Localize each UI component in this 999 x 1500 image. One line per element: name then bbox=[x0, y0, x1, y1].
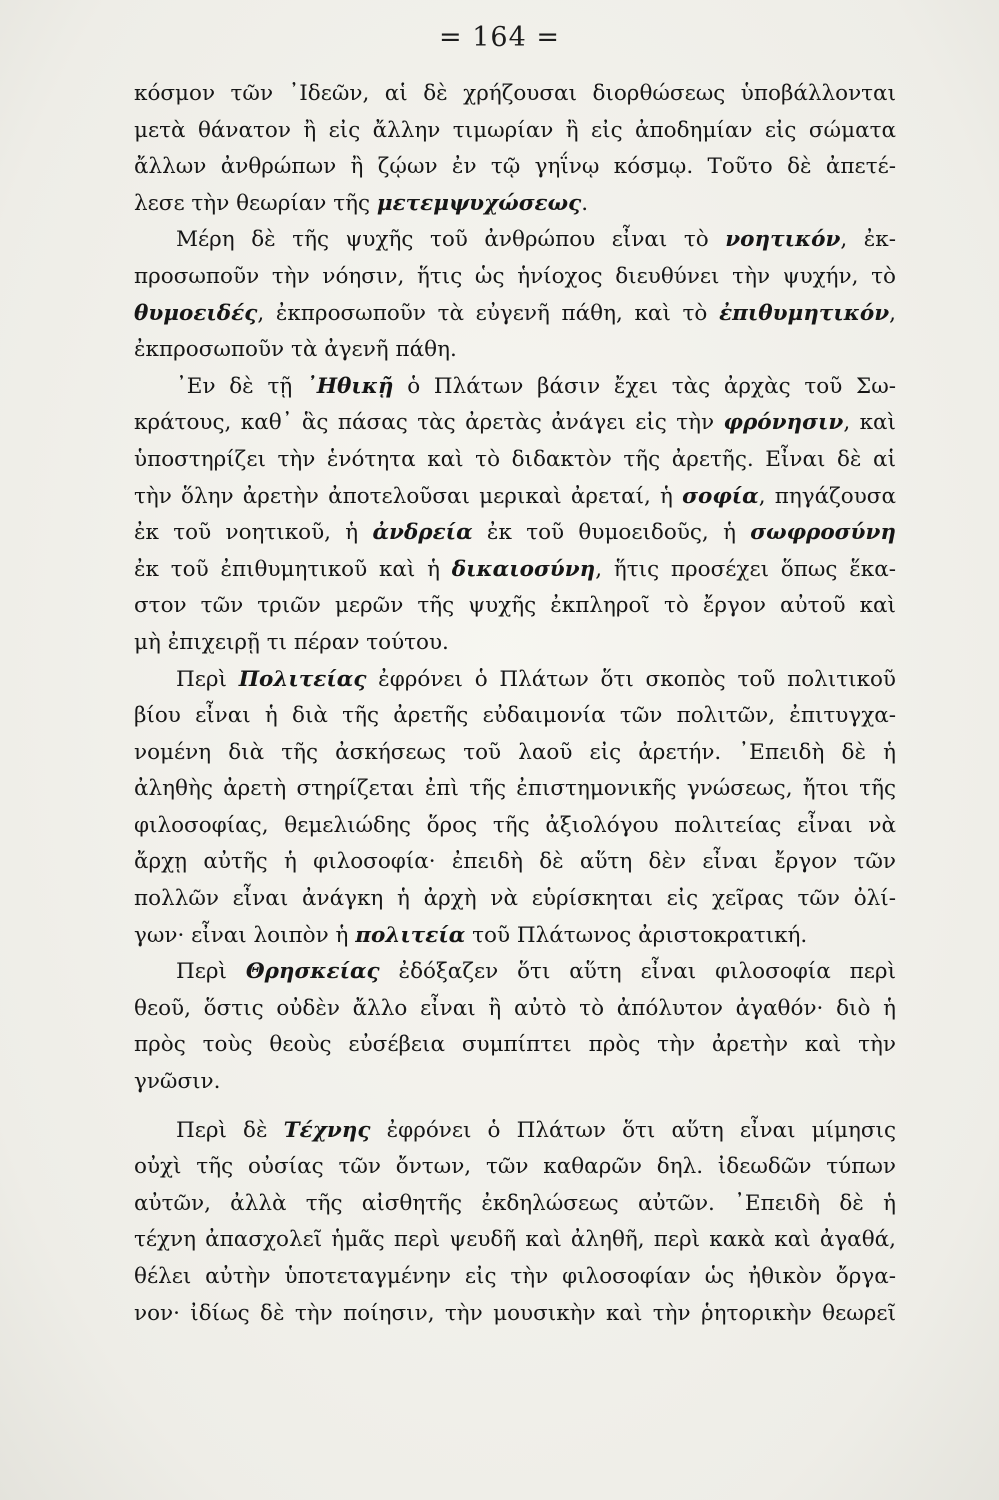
text-run: μετὰ θάνατον ἢ εἰς ἄλλην τιμωρίαν ἢ εἰς ἀποδημίαν εἰς σώματα bbox=[134, 117, 896, 143]
emphasized-term: νοητικόν bbox=[725, 227, 841, 253]
text-run: ἄρχῃ αὐτῆς ἡ φιλοσοφία· ἐπειδὴ δὲ αὕτη δὲν εἶναι ἔργον τῶν bbox=[134, 849, 896, 875]
text-run: ὑποστηρίζει τὴν ἑνότητα καὶ τὸ διδακτὸν τῆς ἀρετῆς. Εἶναι δὲ αἱ bbox=[134, 446, 896, 472]
emphasized-term: μετεμψυχώσεως bbox=[376, 190, 582, 216]
text-run: προσωποῦν τὴν νόησιν, ἥτις ὡς ἡνίοχος διευθύνει τὴν ψυχήν, τὸ bbox=[134, 263, 896, 289]
text-line bbox=[134, 771, 896, 808]
text-run: Περὶ bbox=[176, 666, 239, 692]
text-run: στον τῶν τριῶν μερῶν τῆς ψυχῆς ἐκπληροῖ τὸ ἔργον αὐτοῦ καὶ bbox=[134, 593, 896, 619]
text-run: φιλοσοφίας, θεμελιώδης ὅρος τῆς ἀξιολόγου πολιτείας εἶναι νὰ bbox=[134, 812, 896, 838]
text-run: ὁ Πλάτων βάσιν ἔχει τὰς ἀρχὰς τοῦ Σω- bbox=[393, 373, 896, 399]
emphasized-term: Πολιτείας bbox=[238, 666, 367, 692]
text-line bbox=[134, 259, 896, 296]
text-line bbox=[134, 1149, 896, 1186]
text-line bbox=[134, 479, 896, 516]
text-run: ᾿Εν δὲ τῇ bbox=[176, 373, 306, 399]
text-run: ἐκπροσωποῦν τὰ ἀγενῆ πάθη. bbox=[134, 337, 457, 363]
text-run: θέλει αὐτὴν ὑποτεταγμένην εἰς τὴν φιλοσοφίαν ὡς ἠθικὸν ὄργα- bbox=[134, 1264, 896, 1289]
emphasized-term: ᾿Ηθικῇ bbox=[305, 373, 394, 399]
text-line bbox=[134, 808, 896, 845]
text-line bbox=[134, 296, 896, 333]
text-run: Περὶ bbox=[176, 959, 246, 985]
text-run: νον· ἰδίως δὲ τὴν ποίησιν, τὴν μουσικὴν καὶ τὴν ῥητορικὴν θεωρεῖ bbox=[134, 1300, 896, 1326]
text-line bbox=[134, 991, 896, 1028]
text-run: ἐδόξαζεν ὅτι αὕτη εἶναι φιλοσοφία περὶ bbox=[379, 959, 896, 985]
emphasized-term: σοφία bbox=[682, 483, 759, 509]
text-line bbox=[134, 588, 896, 625]
text-run: , ἐκπροσωποῦν τὰ εὐγενῆ πάθη, καὶ τὸ bbox=[257, 300, 720, 326]
text-line bbox=[134, 1186, 896, 1223]
text-line bbox=[134, 222, 896, 259]
paragraph-gap bbox=[134, 1101, 896, 1113]
page-number: = 164 = bbox=[439, 22, 560, 53]
emphasized-term: φρόνησιν bbox=[723, 410, 844, 436]
text-run: πολλῶν εἶναι ἀνάγκη ἡ ἀρχὴ νὰ εὑρίσκηται εἰς χεῖρας τῶν ὀλί- bbox=[134, 886, 896, 912]
text-line bbox=[134, 954, 896, 991]
emphasized-term: δικαιοσύνη bbox=[451, 556, 596, 582]
text-line bbox=[134, 1113, 896, 1150]
text-run: ἐκ τοῦ ἐπιθυμητικοῦ καὶ ἡ bbox=[134, 556, 452, 582]
text-line bbox=[134, 844, 896, 881]
text-line bbox=[134, 662, 896, 699]
text-run: ἄλλων ἀνθρώπων ἢ ζῴων ἐν τῷ γηΐνῳ κόσμῳ. Τοῦτο δὲ ἀπετέ- bbox=[134, 154, 896, 180]
emphasized-term: ἀνδρεία bbox=[372, 520, 473, 546]
text-run: ἐφρόνει ὁ Πλάτων ὅτι αὕτη εἶναι μίμησις bbox=[370, 1117, 896, 1143]
text-run: οὐχὶ τῆς οὐσίας τῶν ὄντων, τῶν καθαρῶν δηλ. ἰδεωδῶν τύπων bbox=[134, 1154, 896, 1180]
emphasized-term: ἐπιθυμητικόν bbox=[719, 300, 890, 326]
text-run: , πηγάζουσα bbox=[758, 483, 896, 509]
text-run: γων· εἶναι λοιπὸν ἡ bbox=[134, 922, 356, 948]
text-line bbox=[134, 735, 896, 772]
text-run: γνῶσιν. bbox=[134, 1069, 221, 1095]
text-line bbox=[134, 1027, 896, 1064]
text-run: τέχνη ἀπασχολεῖ ἡμᾶς περὶ ψευδῆ καὶ ἀληθῆ, περὶ κακὰ καὶ ἀγαθά, bbox=[134, 1227, 896, 1253]
text-run: θεοῦ, ὅστις οὐδὲν ἄλλο εἶναι ἢ αὐτὸ τὸ ἀπόλυτον ἀγαθόν· διὸ ἡ bbox=[134, 995, 896, 1021]
text-line bbox=[134, 113, 896, 150]
text-line bbox=[134, 369, 896, 406]
emphasized-term: θυμοειδές bbox=[134, 300, 258, 326]
text-run: βίου εἶναι ἡ διὰ τῆς ἀρετῆς εὐδαιμονία τῶν πολιτῶν, ἐπιτυγχα- bbox=[134, 703, 896, 729]
text-line bbox=[134, 149, 896, 186]
emphasized-term: Τέχνης bbox=[283, 1117, 371, 1143]
text-run: , bbox=[889, 300, 896, 326]
text-run: ἐφρόνει ὁ Πλάτων ὅτι σκοπὸς τοῦ πολιτικοῦ bbox=[366, 666, 896, 692]
text-line bbox=[134, 332, 896, 369]
body-text bbox=[134, 76, 896, 1332]
text-line bbox=[134, 515, 896, 552]
text-run: ἀληθὴς ἀρετὴ στηρίζεται ἐπὶ τῆς ἐπιστημονικῆς γνώσεως, ἤτοι τῆς bbox=[134, 776, 896, 802]
text-run: αὐτῶν, ἀλλὰ τῆς αἰσθητῆς ἐκδηλώσεως αὐτῶν. ᾿Επειδὴ δὲ ἡ bbox=[134, 1190, 896, 1216]
text-run: τὴν ὅλην ἀρετὴν ἀποτελοῦσαι μερικαὶ ἀρεταί, ἡ bbox=[134, 483, 683, 509]
text-run: τοῦ Πλάτωνος ἀριστοκρατική. bbox=[465, 922, 808, 948]
text-line bbox=[134, 442, 896, 479]
text-run: λεσε τὴν θεωρίαν τῆς bbox=[134, 190, 377, 216]
text-run: , καὶ bbox=[843, 410, 896, 436]
text-run: πρὸς τοὺς θεοὺς εὐσέβεια συμπίπτει πρὸς τὴν ἀρετὴν καὶ τὴν bbox=[134, 1032, 896, 1058]
text-run: Περὶ δὲ bbox=[176, 1117, 284, 1143]
text-line bbox=[134, 76, 896, 113]
text-run: . bbox=[581, 190, 589, 216]
text-line bbox=[134, 552, 896, 589]
text-line bbox=[134, 1296, 896, 1333]
text-line bbox=[134, 1259, 896, 1296]
text-line bbox=[134, 881, 896, 918]
text-run: ἐκ τοῦ θυμοειδοῦς, ἡ bbox=[472, 520, 751, 546]
text-run: Μέρη δὲ τῆς ψυχῆς τοῦ ἀνθρώπου εἶναι τὸ bbox=[176, 227, 726, 253]
text-line bbox=[134, 625, 896, 662]
text-line bbox=[134, 1222, 896, 1259]
emphasized-term: Θρησκείας bbox=[245, 959, 380, 985]
text-line bbox=[134, 405, 896, 442]
text-run: , ἐκ- bbox=[840, 227, 896, 253]
text-run: κράτους, καθ᾿ ἃς πάσας τὰς ἀρετὰς ἀνάγει εἰς τὴν bbox=[134, 410, 724, 436]
text-run: κόσμον τῶν ᾿Ιδεῶν, αἱ δὲ χρήζουσαι διορθώσεως ὑποβάλλονται bbox=[134, 81, 896, 106]
emphasized-term: πολιτεία bbox=[355, 922, 466, 948]
text-run: ἐκ τοῦ νοητικοῦ, ἡ bbox=[134, 520, 373, 546]
text-run: , ἥτις προσέχει ὅπως ἕκα- bbox=[595, 556, 896, 582]
text-line bbox=[134, 186, 896, 223]
text-line bbox=[134, 698, 896, 735]
emphasized-term: σωφροσύνη bbox=[750, 520, 896, 546]
text-line bbox=[134, 1064, 896, 1101]
text-line bbox=[134, 918, 896, 955]
text-run: νομένη διὰ τῆς ἀσκήσεως τοῦ λαοῦ εἰς ἀρετήν. ᾿Επειδὴ δὲ ἡ bbox=[134, 739, 896, 765]
text-run: μὴ ἐπιχειρῇ τι πέραν τούτου. bbox=[134, 629, 449, 655]
